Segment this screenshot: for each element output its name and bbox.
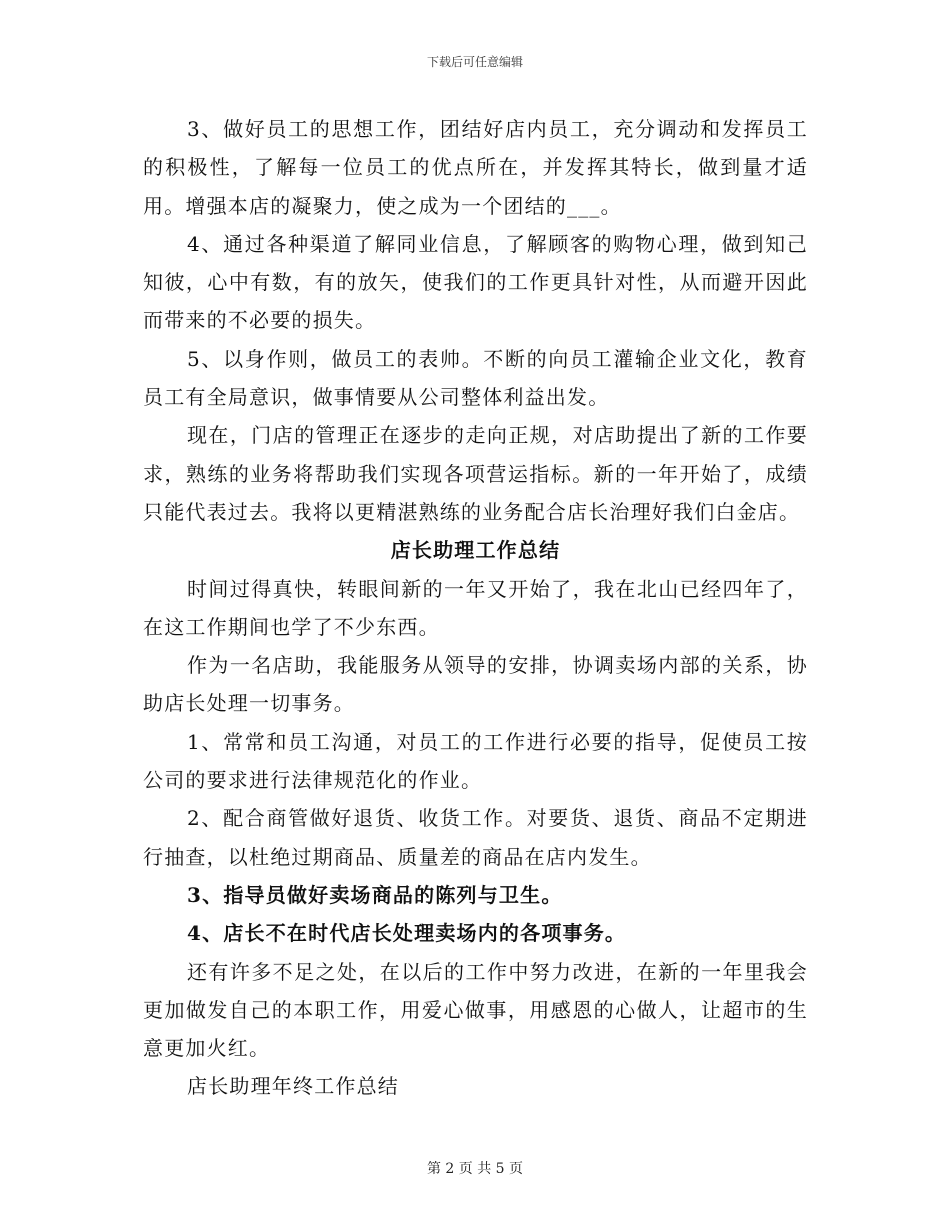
paragraph-conclusion: 现在，门店的管理正在逐步的走向正规，对店助提出了新的工作要求，熟练的业务将帮助我们实现各项营运指标。新的一年开始了，成绩只能代表过去。我将以更精湛熟练的业务配合店长治理好我们白金店。 [143, 423, 808, 524]
paragraph-next-heading: 店长助理年终工作总结 [187, 1074, 399, 1099]
paragraph-item-5: 5、以身作则，做员工的表帅。不断的向员工灌输企业文化，教育员工有全局意识，做事情要从公司整体利益出发。 [143, 346, 808, 410]
paragraph-duty-2: 2、配合商管做好退货、收货工作。对要货、退货、商品不定期进行抽查，以杜绝过期商品、质量差的商品在店内发生。 [143, 806, 808, 869]
paragraph-intro: 时间过得真快，转眼间新的一年又开始了，我在北山已经四年了，在这工作期间也学了不少东西。 [143, 576, 808, 639]
paragraph-duty-3: 3、指导员做好卖场商品的陈列与卫生。 [187, 882, 563, 907]
paragraph-item-3: 3、做好员工的思想工作，团结好店内员工，充分调动和发挥员工的积极性，了解每一位员工的优点所在，并发挥其特长，做到量才适用。增强本店的凝聚力，使之成为一个团结的___。 [143, 117, 808, 218]
paragraph-role: 作为一名店助，我能服务从领导的安排，协调卖场内部的关系，协助店长处理一切事务。 [143, 653, 808, 716]
paragraph-outlook: 还有许多不足之处，在以后的工作中努力改进，在新的一年里我会更加做发自己的本职工作，用爱心做事，用感恩的心做人，让超市的生意更加火红。 [143, 959, 808, 1061]
document-body [143, 110, 808, 1106]
section-title: 店长助理工作总结 [390, 538, 561, 563]
paragraph-duty-4: 4、店长不在时代店长处理卖场内的各项事务。 [187, 921, 627, 946]
paragraph-duty-1: 1、常常和员工沟通，对员工的工作进行必要的指导，促使员工按公司的要求进行法律规范化的作业。 [143, 729, 808, 793]
page-header: 下载后可任意编辑 [426, 55, 523, 69]
page-footer: 第 2 页 共 5 页 [426, 1161, 524, 1177]
paragraph-item-4: 4、通过各种渠道了解同业信息，了解顾客的购物心理，做到知己知彼，心中有数，有的放矢，使我们的工作更具针对性，从而避开因此而带来的不必要的损失。 [143, 231, 808, 333]
